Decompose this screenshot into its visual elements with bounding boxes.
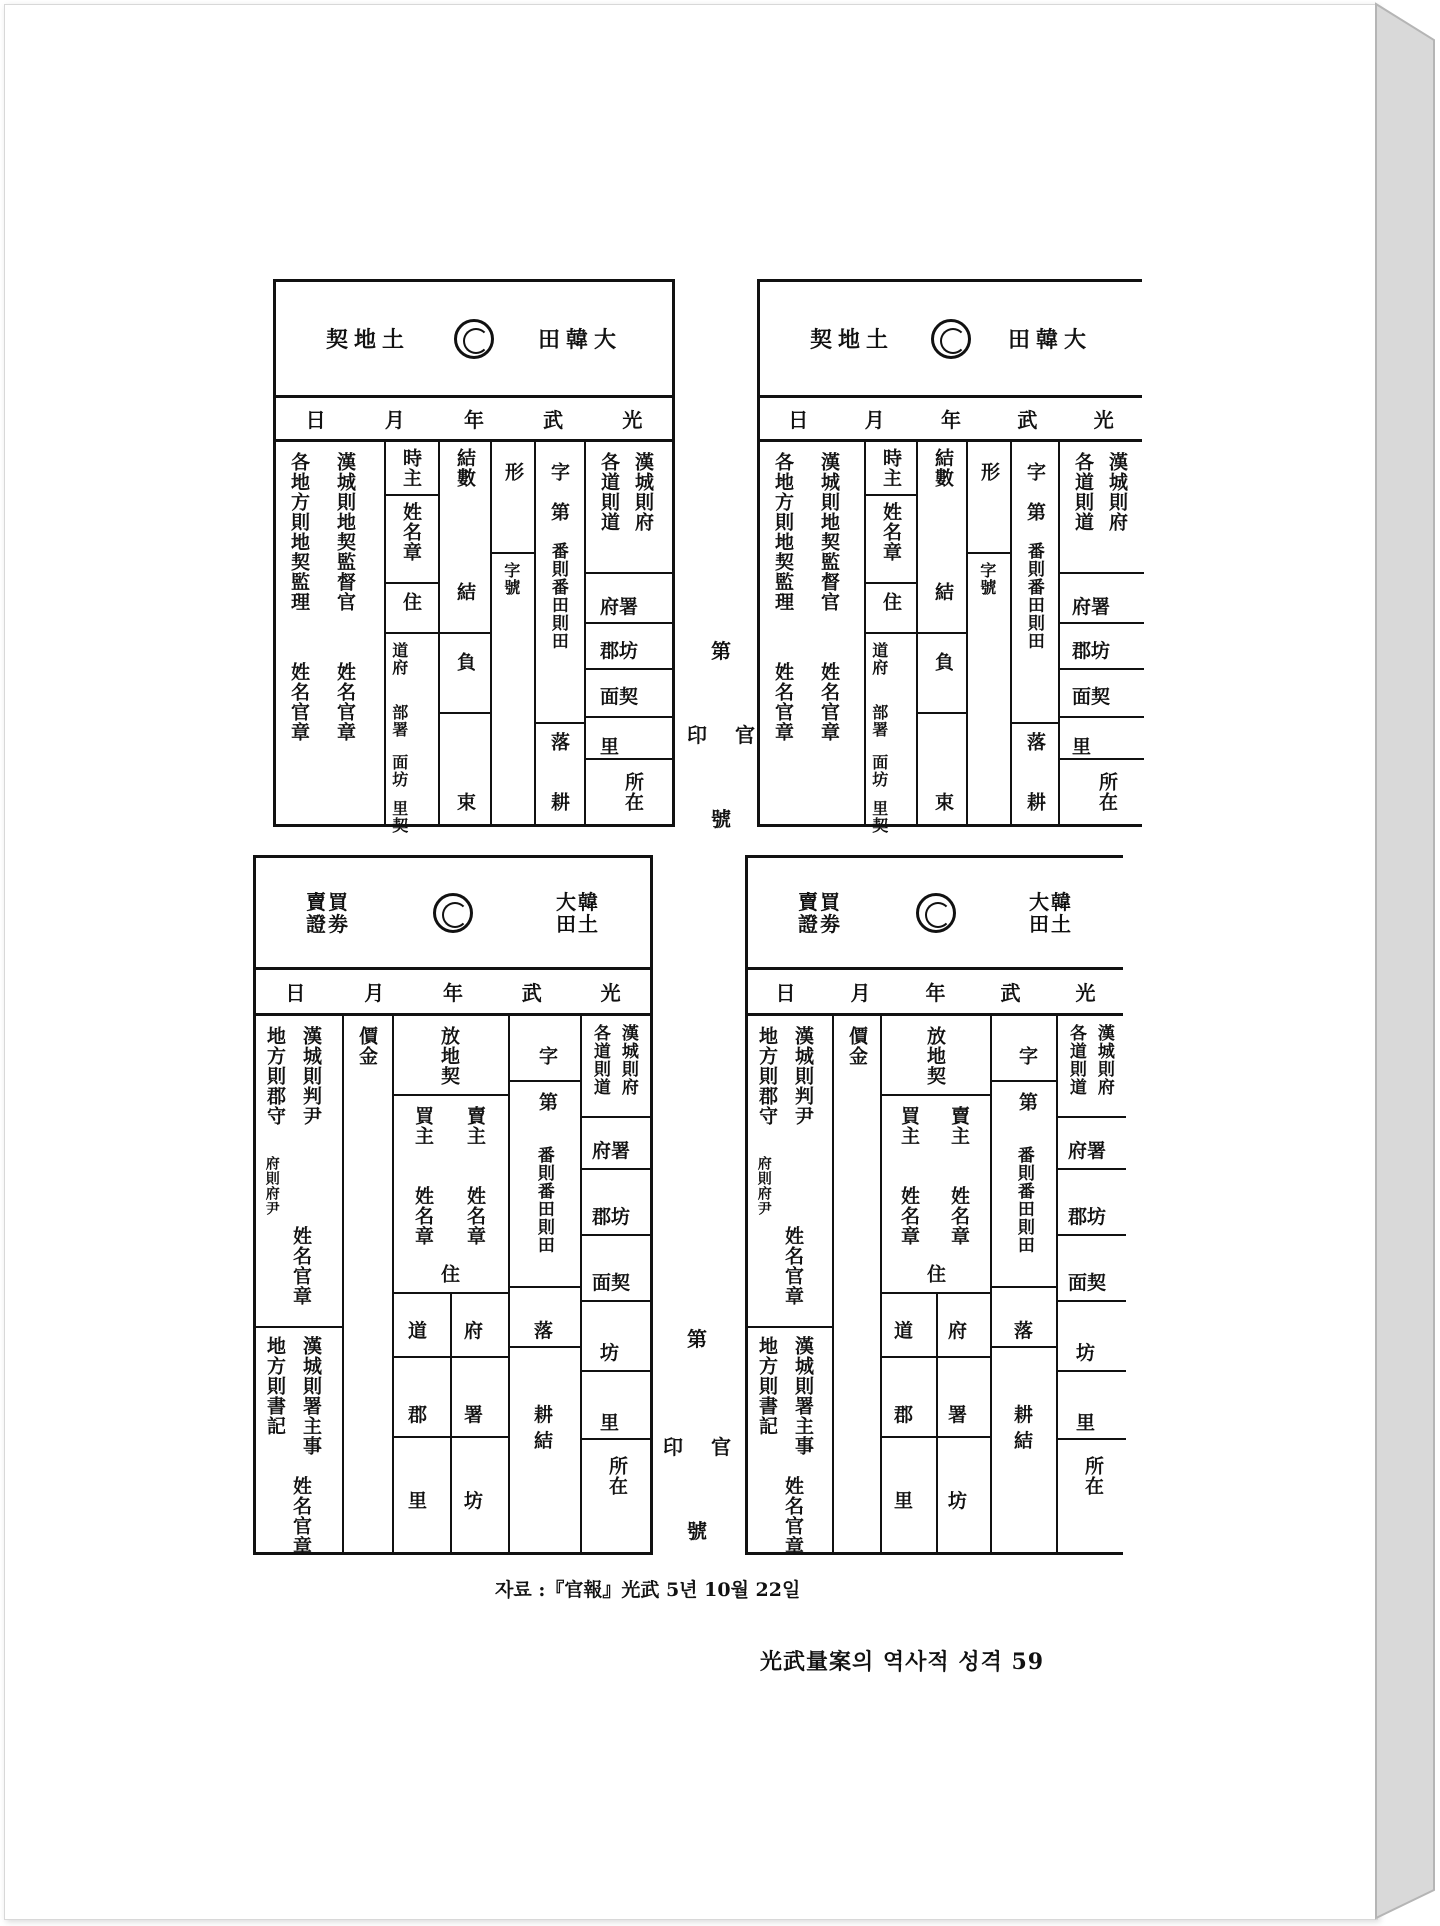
col-text: 形	[501, 462, 524, 482]
col-text: 里	[894, 1490, 914, 1512]
col-text: 漢城則判尹	[791, 1026, 814, 1126]
col-text: 各道則道	[589, 1024, 610, 1096]
date-era-gwang: 光	[622, 408, 643, 432]
form-header	[256, 858, 650, 970]
col-text: 漢城則府	[617, 1024, 638, 1096]
col-text: 姓名章	[947, 1186, 970, 1246]
col-text: 道府	[869, 642, 889, 676]
col-text: 賣主	[947, 1106, 970, 1146]
date-era-gwang: 光	[1093, 408, 1114, 432]
col-text: 落	[547, 732, 570, 752]
col-text: 姓名官章	[289, 1476, 312, 1556]
col-text: 里契	[389, 800, 409, 834]
col-text: 里	[600, 736, 620, 758]
col-text: 坊	[948, 1490, 968, 1512]
col-text: 價金	[845, 1026, 868, 1066]
col-text: 番則番田則田	[547, 542, 568, 650]
col-text: 署	[464, 1404, 484, 1426]
col-text: 郡	[408, 1404, 428, 1426]
date-era-gwang: 光	[600, 981, 621, 1005]
form-columns	[256, 1016, 650, 1556]
date-year: 年	[940, 408, 961, 432]
col-text: 姓名官章	[289, 1226, 312, 1306]
col-text: 落	[1014, 1320, 1034, 1342]
col-price	[832, 1016, 880, 1552]
col-location	[580, 1016, 650, 1552]
stamp-text: 印	[663, 1435, 683, 1459]
date-month: 月	[864, 408, 885, 432]
col-text: 時主	[879, 448, 902, 488]
col-lot-number	[508, 1016, 580, 1552]
col-location	[584, 442, 672, 824]
col-text: 姓名官章	[781, 1226, 804, 1306]
land-deed-form-top-right	[757, 279, 1142, 834]
col-text: 所在	[621, 772, 644, 812]
date-month: 月	[384, 408, 405, 432]
col-owner	[384, 442, 438, 834]
col-text: 府	[464, 1320, 484, 1342]
col-text: 面坊	[389, 754, 409, 788]
col-text: 番則番田則田	[533, 1146, 554, 1254]
col-text: 束	[931, 792, 954, 812]
stamp-text: 號	[711, 807, 731, 831]
col-text: 面坊	[869, 754, 889, 788]
stamp-text: 第	[711, 639, 731, 663]
col-text: 府署	[1072, 596, 1111, 618]
form-title-left: 契地土	[810, 327, 895, 353]
date-era-gwang: 光	[1075, 981, 1096, 1005]
date-year: 年	[442, 981, 463, 1005]
col-text: 第	[1015, 1092, 1038, 1112]
col-text: 道	[408, 1320, 428, 1342]
col-text: 所在	[1081, 1456, 1104, 1496]
col-text: 結	[931, 582, 954, 602]
col-text: 第	[535, 1092, 558, 1112]
col-text: 漢城則地契監督官	[817, 452, 840, 612]
title-line: 大韓	[1029, 889, 1073, 914]
col-seoul-officer	[322, 442, 372, 824]
col-text: 坊	[600, 1342, 620, 1364]
date-month: 月	[850, 981, 871, 1005]
date-row	[256, 970, 650, 1016]
col-text: 放地契	[437, 1026, 460, 1086]
stamp-text: 官	[735, 723, 755, 747]
form-columns	[748, 1016, 1123, 1556]
date-day: 日	[775, 981, 796, 1005]
date-era-mu: 武	[1000, 981, 1021, 1005]
stamp-text: 第	[687, 1327, 707, 1351]
col-text: 番則番田則田	[1023, 542, 1044, 650]
col-text: 坊	[464, 1490, 484, 1512]
col-text: 時主	[399, 448, 422, 488]
col-text: 面契	[1068, 1272, 1107, 1294]
col-text: 耕	[1023, 792, 1046, 812]
col-text: 結數	[931, 448, 954, 488]
col-tax	[438, 442, 490, 824]
title-line: 賣買	[306, 889, 350, 914]
col-text: 結	[453, 582, 476, 602]
col-text: 束	[453, 792, 476, 812]
col-text: 漢城則府	[631, 452, 654, 532]
col-owner	[864, 442, 916, 834]
seal-icon	[454, 319, 494, 359]
col-text: 面契	[592, 1272, 631, 1294]
col-text: 漢城則地契監督官	[333, 452, 356, 612]
col-text: 姓名官章	[771, 662, 794, 742]
col-seoul-officer	[806, 442, 856, 824]
col-text: 所在	[1095, 772, 1118, 812]
col-text: 負	[453, 652, 476, 672]
col-lot-number	[1010, 442, 1058, 824]
col-text: 字	[1023, 462, 1046, 482]
col-text: 地方則郡守	[755, 1026, 778, 1126]
date-era-mu: 武	[521, 981, 542, 1005]
col-text: 番則番田則田	[1013, 1146, 1034, 1254]
col-text: 字	[535, 1046, 558, 1066]
form-title-left	[306, 891, 350, 935]
col-text: 結	[1014, 1430, 1034, 1452]
col-text: 第	[547, 502, 570, 522]
form-columns	[276, 442, 672, 834]
col-text: 道府	[389, 642, 409, 676]
col-text: 各地方則地契監理	[287, 452, 310, 612]
col-text: 里	[1076, 1412, 1096, 1434]
col-text: 道	[894, 1320, 914, 1342]
col-text: 姓名章	[463, 1186, 486, 1246]
seal-icon	[916, 893, 956, 933]
col-location	[1058, 442, 1142, 824]
land-sale-certificate-bottom-right	[745, 855, 1123, 1555]
col-local-officer	[760, 442, 806, 824]
col-text: 耕	[1014, 1404, 1034, 1426]
col-text: 郡坊	[1072, 640, 1111, 662]
col-text: 姓名章	[897, 1186, 920, 1246]
col-shape	[490, 442, 534, 824]
col-text: 姓名章	[411, 1186, 434, 1246]
col-text: 署	[948, 1404, 968, 1426]
col-text: 姓名官章	[781, 1476, 804, 1556]
col-text: 面契	[600, 686, 639, 708]
form-columns	[760, 442, 1142, 834]
col-text: 放地契	[923, 1026, 946, 1086]
col-text: 形	[977, 462, 1000, 482]
stamp-text: 印	[687, 723, 707, 747]
col-text: 賣主	[463, 1106, 486, 1146]
col-text: 姓名官章	[817, 662, 840, 742]
col-text: 里	[600, 1412, 620, 1434]
col-text: 各道則道	[1065, 1024, 1086, 1096]
col-text: 姓名官章	[287, 662, 310, 742]
title-line: 田土	[556, 911, 600, 936]
date-row	[748, 970, 1123, 1016]
col-text: 字號	[977, 562, 997, 596]
seal-icon	[433, 893, 473, 933]
col-text: 漢城則署主事	[791, 1336, 814, 1456]
form-title-right	[556, 891, 600, 935]
col-text: 坊	[1076, 1342, 1096, 1364]
col-tax	[916, 442, 966, 824]
col-text: 里	[1072, 736, 1092, 758]
stamp-text: 官	[711, 1435, 731, 1459]
col-text: 郡坊	[1068, 1206, 1107, 1228]
col-parties	[880, 1016, 990, 1552]
figure-caption: 자료 :『官報』光武 5년 10월 22일	[495, 1579, 801, 1601]
col-text: 府則府尹	[755, 1156, 772, 1216]
col-text: 漢城則署主事	[299, 1336, 322, 1456]
stamp-text: 號	[687, 1519, 707, 1543]
col-text: 買主	[897, 1106, 920, 1146]
col-text: 字	[547, 462, 570, 482]
col-text: 漢城則判尹	[299, 1026, 322, 1126]
col-text: 姓名章	[879, 502, 902, 562]
date-day: 日	[788, 408, 809, 432]
title-line: 證劵	[798, 911, 842, 936]
col-text: 字	[1015, 1046, 1038, 1066]
date-day: 日	[305, 408, 326, 432]
form-header	[748, 858, 1123, 970]
date-month: 月	[364, 981, 385, 1005]
title-line: 證劵	[306, 911, 350, 936]
col-shape	[966, 442, 1010, 824]
form-header	[276, 282, 672, 398]
col-text: 面契	[1072, 686, 1111, 708]
document-page	[4, 4, 1378, 1920]
col-text: 耕	[534, 1404, 554, 1426]
col-text: 府署	[600, 596, 639, 618]
col-text: 郡	[894, 1404, 914, 1426]
date-era-mu: 武	[1017, 408, 1038, 432]
date-row	[276, 398, 672, 442]
col-text: 價金	[355, 1026, 378, 1066]
col-text: 里契	[869, 800, 889, 834]
col-lot-number	[534, 442, 584, 824]
col-parties	[392, 1016, 508, 1552]
form-title-right: 田韓大	[1007, 327, 1092, 353]
col-text: 住	[399, 592, 422, 612]
col-text: 漢城則府	[1105, 452, 1128, 532]
col-text: 落	[1023, 732, 1046, 752]
col-text: 負	[931, 652, 954, 672]
col-text: 住	[923, 1264, 946, 1284]
col-location	[1056, 1016, 1124, 1552]
col-text: 府署	[1068, 1140, 1107, 1162]
col-local-officer	[276, 442, 322, 824]
date-era-mu: 武	[543, 408, 564, 432]
form-title-right: 田韓大	[537, 327, 622, 353]
form-title-left: 契地土	[326, 327, 411, 353]
col-text: 結數	[453, 448, 476, 488]
col-text: 住	[879, 592, 902, 612]
col-text: 所在	[605, 1456, 628, 1496]
col-officials	[748, 1016, 832, 1556]
col-text: 各道則道	[1071, 452, 1094, 532]
title-line: 大韓	[556, 889, 600, 914]
col-text: 府署	[592, 1140, 631, 1162]
col-text: 各道則道	[597, 452, 620, 532]
date-year: 年	[925, 981, 946, 1005]
col-text: 住	[437, 1264, 460, 1284]
date-row	[760, 398, 1142, 442]
col-text: 郡坊	[600, 640, 639, 662]
col-text: 各地方則地契監理	[771, 452, 794, 612]
land-sale-certificate-bottom-left	[253, 855, 653, 1555]
date-year: 年	[463, 408, 484, 432]
title-line: 田土	[1029, 911, 1073, 936]
col-price	[342, 1016, 392, 1552]
date-day: 日	[285, 981, 306, 1005]
form-header	[760, 282, 1142, 398]
col-text: 府	[948, 1320, 968, 1342]
land-deed-form-top-left	[273, 279, 675, 834]
form-title-left	[798, 891, 842, 935]
page-curl-edge	[1370, 0, 1440, 1926]
col-text: 地方則郡守	[263, 1026, 286, 1126]
col-text: 部署	[869, 704, 889, 738]
col-text: 結	[534, 1430, 554, 1452]
col-text: 地方則書記	[263, 1336, 286, 1436]
col-text: 姓名官章	[333, 662, 356, 742]
col-text: 耕	[547, 792, 570, 812]
col-text: 地方則書記	[755, 1336, 778, 1436]
col-officials	[256, 1016, 342, 1556]
col-text: 落	[534, 1320, 554, 1342]
col-text: 郡坊	[592, 1206, 631, 1228]
page-footer: 光武量案의 역사적 성격 59	[760, 1649, 1045, 1675]
col-text: 部署	[389, 704, 409, 738]
col-text: 姓名章	[399, 502, 422, 562]
col-text: 字號	[501, 562, 521, 596]
col-text: 漢城則府	[1093, 1024, 1114, 1096]
col-text: 買主	[411, 1106, 434, 1146]
col-text: 府則府尹	[263, 1156, 280, 1216]
col-text: 第	[1023, 502, 1046, 522]
col-text: 里	[408, 1490, 428, 1512]
col-lot-number	[990, 1016, 1056, 1552]
seal-icon	[931, 319, 971, 359]
form-title-right	[1029, 891, 1073, 935]
title-line: 賣買	[798, 889, 842, 914]
